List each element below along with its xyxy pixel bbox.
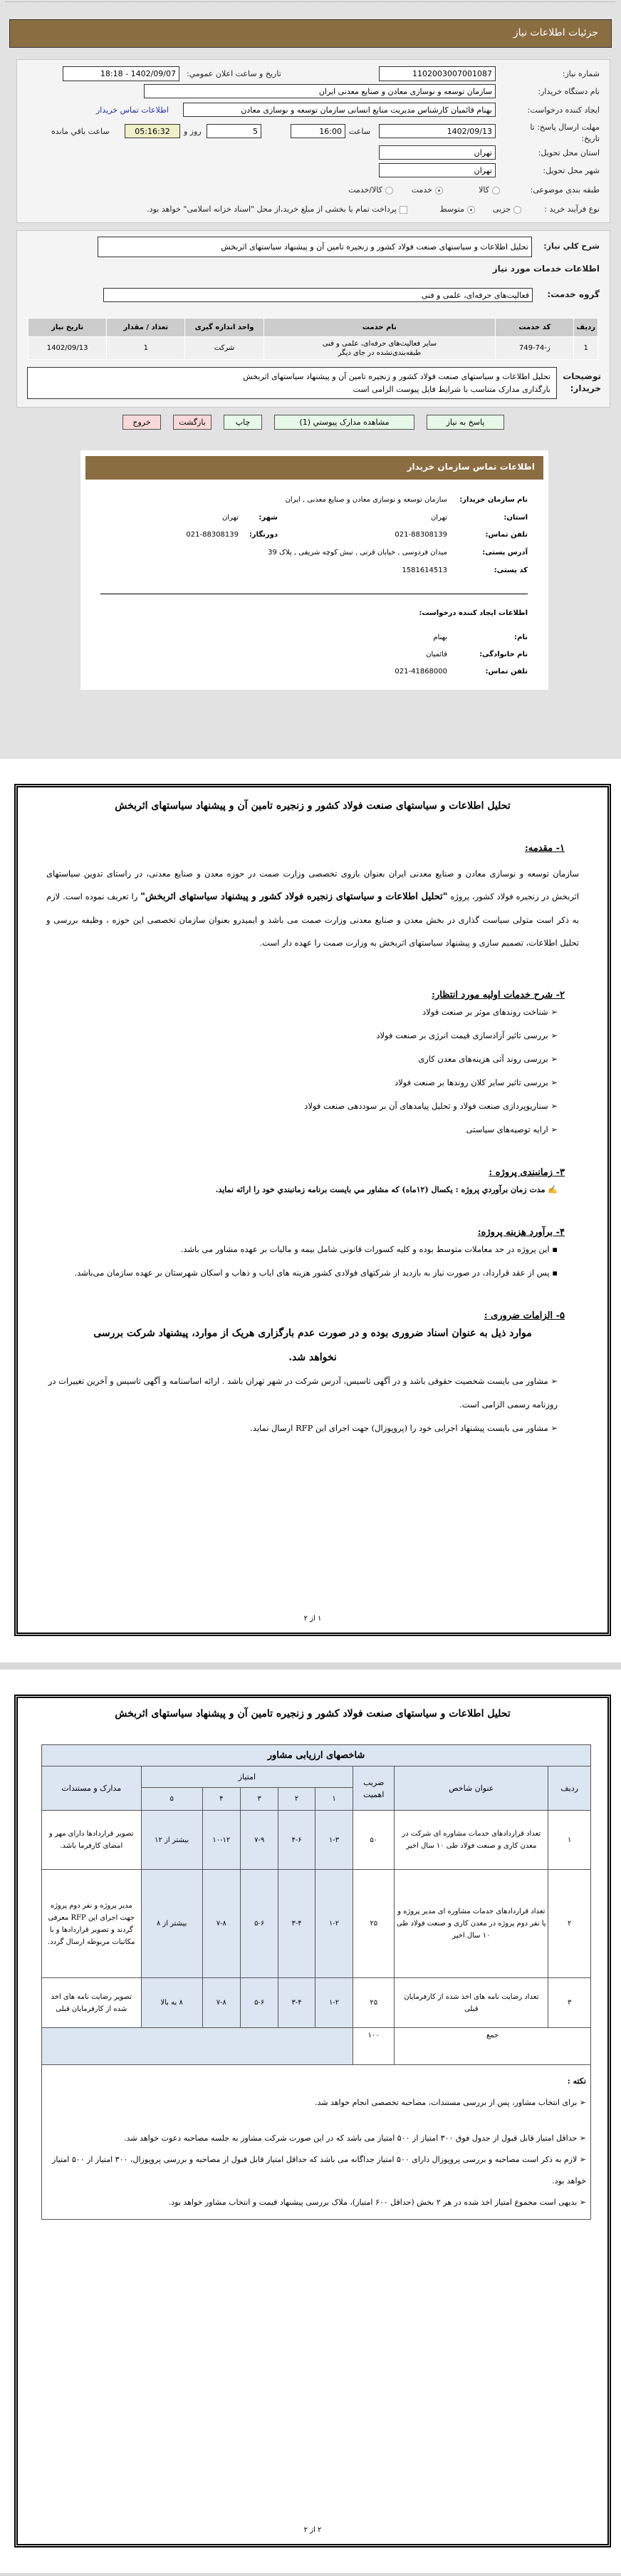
page-number: ۲ از ۲	[303, 2526, 322, 2534]
schedule-item: ✍ مدت زمان برآوردي پروژه : يكسال (۱۲ماه) كه مشاور مي بايست برنامه زمانبندي خود را ارائه نمايد.	[215, 1185, 558, 1194]
doc-title: تحلیل اطلاعات و سیاستهای صنعت فولاد کشور و زنجیره تامین آن و پیشنهاد سیاستهای اثربخش	[115, 1708, 511, 1719]
radio-checked-icon	[467, 206, 475, 214]
creator-heading: اطلاعات ایجاد کننده درخواست:	[419, 609, 528, 617]
text: مشاور می بایست پیشنهاد اجرایی خود را (پروپوزال) جهت اجرای این RFP ارسال نماید.	[250, 1423, 548, 1433]
radio-label: جزیی	[492, 205, 511, 214]
text: این پروژه در حد معاملات متوسط بوده و کلیه کسورات قانونی شامل بیمه و مالیات بر عهده مشاور می باشد.	[180, 1244, 550, 1254]
sum-empty	[42, 2028, 353, 2065]
contact-city-label: شهر:	[259, 514, 278, 522]
notes-line: بارگذاری مدارک متناسب با شرایط فایل پیوست الزامی است	[353, 385, 550, 394]
province-field[interactable]: تهران	[379, 145, 496, 160]
table-header	[28, 319, 598, 337]
view-attachments-button[interactable]: مشاهده مدارک پیوستي (1)	[274, 415, 414, 430]
contact-postal-label: کد پستی:	[494, 567, 528, 574]
list-item: ➢ سناریوپردازی صنعت فولاد و تحلیل پیامدهای آن بر سوددهی صنعت فولاد	[304, 1101, 558, 1111]
sum-value: ۱۰۰	[353, 2028, 395, 2065]
creator-field[interactable]: بهنام قائمیان کارشناس مدیریت منابع انسانی سازمان توسعه و نوسازی معادن	[183, 103, 496, 117]
city-label: شهر محل تحویل:	[543, 166, 600, 175]
note-item: ➢ حداقل امتیاز قابل قبول از جدول فوق ۳۰۰ امتیاز از ۵۰۰ امتیاز می باشد که در این صورت شرکت مشاور به جلسه مصاحبه دعوت خواهد شد.	[124, 2133, 586, 2143]
radio-icon	[385, 187, 393, 195]
process-radio-minor[interactable]	[493, 205, 521, 214]
cell: ۲	[548, 1870, 591, 1978]
text: شناخت روندهای موثر بر صنعت فولاد	[422, 1007, 548, 1017]
exit-button[interactable]: خروج	[122, 415, 161, 430]
cell: ۱	[548, 1811, 591, 1870]
text: بررسی تاثیر آزادسازی قیمت انرژی بر صنعت فولاد	[376, 1030, 548, 1040]
cell: ۵-۶	[241, 1978, 278, 2028]
list-item: ➢ شناخت روندهای موثر بر صنعت فولاد	[422, 1007, 558, 1017]
text: بررسی تاثیر سایر کلان روندها بر صنعت فولاد	[394, 1077, 548, 1087]
note-item: ➢ لازم به ذکر است مصاحبه و بررسی پروپوزال دارای ۵۰۰ امتیاز جداگانه می باشد که حداقل امتیاز قابل قبول از مصاحبه و بررسی پروپوزال، ۳۰۰ امتیاز از ۵۰۰ امتیاز خواهد بود.	[52, 2155, 586, 2186]
back-button[interactable]: بازگشت	[173, 415, 212, 430]
note-label: نکته :	[567, 2076, 586, 2086]
contact-header: اطلاعات تماس سازمان خریدار	[85, 456, 543, 480]
cell: ۴-۶	[278, 1811, 315, 1870]
col-docs: مدارک و مستندات	[42, 1767, 142, 1811]
intro-paragraph	[46, 862, 579, 954]
sum-label: جمع	[395, 2028, 591, 2065]
need-number-label: شماره نیاز:	[562, 69, 600, 78]
bottom-separator	[0, 2573, 621, 2576]
list-item: ▪ پس از عقد قرارداد، در صورت نیاز به بازدید از شرکتهای فولادی کشور هزینه های اياب و ذهاب و اسکان شهرستان بر عهده سازمان می‌باشد.	[74, 1268, 558, 1278]
requirements-intro: موارد ذیل به عنوان اسناد ضروری بوده و در صورت عدم بارگزاری هریک از موارد، پیشنهاد شرکت بررسی نخواهد شد.	[93, 1328, 532, 1363]
contact-province-label: استان:	[503, 514, 528, 522]
process-radio-medium[interactable]	[439, 205, 475, 214]
creator-label: ایجاد کننده درخواست:	[527, 105, 600, 115]
province-label: استان محل تحویل:	[538, 148, 600, 157]
contact-province-value: تهران	[430, 514, 447, 522]
text: بدیهی است مجموع امتیاز اخذ شده در هر ۲ بخش (حداقل ۶۰۰ امتیاز)، ملاک بررسی پیشنهاد قیمت و انتخاب مشاور خواهد بود.	[168, 2198, 578, 2207]
treasury-checkbox[interactable]	[147, 205, 407, 214]
cell: ۳-۴	[278, 1978, 315, 2028]
cell-code: ز-74-749	[496, 337, 574, 360]
cell: تصویر رضایت نامه های اخذ شده از کارفرمایان قبلی	[42, 1978, 142, 2028]
creator-phone-value: 021-41868000	[395, 668, 447, 676]
col-name: نام خدمت	[263, 319, 496, 337]
category-label: طبقه بندی موضوعی:	[530, 185, 600, 195]
notes-field[interactable]	[27, 367, 557, 399]
time-label: ساعت	[349, 127, 370, 136]
cell: ۲۵	[353, 1870, 395, 1978]
notes-label: توضیحات خریدار:	[563, 371, 601, 393]
sum-row	[42, 2028, 591, 2065]
score-level: ۵	[141, 1788, 202, 1811]
cell: ۷-۹	[241, 1811, 278, 1870]
cell: ۱-۲	[315, 1978, 353, 2028]
buyer-label: نام دستگاه خریدار:	[538, 87, 600, 96]
radio-label: کالا	[479, 185, 489, 195]
table-row	[42, 1870, 591, 1978]
cell: بیشتر از ۸	[141, 1870, 202, 1978]
section-heading: ۱- مقدمه:	[524, 843, 565, 854]
evaluation-table	[41, 1744, 591, 2220]
col-score: امتیاز	[141, 1767, 353, 1788]
cell: مدیر پروژه و نفر دوم پروژه جهت اجرای این RFP معرفی گردند و تصویر قراردادها و با مکاتبات مربوطه ارسال گردد.	[42, 1870, 142, 1978]
cell: ۱-۲	[315, 1870, 353, 1978]
project-name: "تحلیل اطلاعات و سیاستهای زنجیره فولاد کشور و پیشنهاد سیاستهای اثربخش"	[140, 891, 448, 902]
radio-label: کالا/خدمت	[348, 185, 382, 195]
text: مشاور می بایست شخصیت حقوقی باشد و در آگهی تاسیس، آدرس شرکت در شهر تهران باشد . ارائه اساسنامه و آگهی تاسیس و آخرین تغییرات در روزنامه رسمی الزامی است.	[48, 1376, 558, 1409]
contact-phone-label: تلفن تماس:	[485, 531, 528, 539]
radio-checked-icon	[435, 187, 443, 195]
contact-postal-value: 1581614513	[402, 567, 447, 574]
checkbox-icon	[400, 206, 407, 214]
cell: تعداد قراردادهای خدمات مشاوره ای مدیر پروژه و یا نفر دوم پروژه در معدن کاری و صنعت فولاد طی ۱۰ سال اخیر	[395, 1870, 548, 1978]
notes-row	[42, 2065, 591, 2220]
page-number: ۱ از ۲	[303, 1615, 322, 1623]
cell: ۱-۳	[315, 1811, 353, 1870]
col-code: کد خدمت	[496, 319, 574, 337]
section-heading: ۲- شرح خدمات اولیه مورد انتظار:	[432, 990, 565, 1000]
document-page-1	[14, 784, 611, 1636]
cell-row: 1	[574, 337, 598, 360]
cell-unit: شرکت	[185, 337, 263, 360]
text: سازمان توسعه و نوسازی معادن و صنایع معدنی ایران بعنوان بازوی تخصصی وزارت صمت در حوزه معدن و صنایع معدنی، در راستای تدوین سیاستهای اثربخش در زنجیره فولاد کشور، پروژه	[46, 869, 580, 901]
service-group-label: گروه خدمت:	[547, 289, 600, 299]
category-radio-goods[interactable]	[479, 185, 500, 195]
col-weight: ضریب اهمیت	[353, 1767, 395, 1811]
list-item: ➢ بررسی روند آتی هزینه‌های معدن کاری	[418, 1054, 558, 1064]
category-radio-both[interactable]	[348, 185, 393, 195]
score-level: ۲	[278, 1788, 315, 1811]
cell-name: سایر فعالیت‌های حرفه‌ای، علمی و فنی طبقه‌بندی‌نشده در جای دیگر	[263, 337, 496, 360]
radio-icon	[492, 187, 500, 195]
radio-label: متوسط	[439, 205, 464, 214]
contact-panel	[80, 450, 548, 690]
cell: ۵۰	[353, 1811, 395, 1870]
text: ارایه توصیه‌های سیاستی	[466, 1124, 548, 1134]
cell: ۵-۶	[241, 1870, 278, 1978]
creator-name-value: بهنام	[433, 633, 447, 641]
remaining-time-field: 05:16:32	[125, 124, 180, 138]
buyer-contact-link[interactable]: اطلاعات تماس خریدار	[96, 105, 169, 115]
radio-icon	[513, 206, 521, 214]
doc-title: تحلیل اطلاعات و سیاستهای صنعت فولاد کشور و زنجیره تامین آن و پیشنهاد سیاستهای اثربخش	[115, 800, 511, 812]
contact-fax-value: 021-88308139	[186, 531, 239, 539]
text: لازم به ذکر است مصاحبه و بررسی پروپوزال دارای ۵۰۰ امتیاز جداگانه می باشد که حداقل امتیاز قابل قبول از مصاحبه و بررسی پروپوزال، ۳۰۰ امتیاز از ۵۰۰ امتیاز خواهد بود.	[52, 2155, 586, 2186]
cell-date: 1402/09/13	[28, 337, 107, 360]
city-field[interactable]: تهران	[379, 163, 496, 177]
page-header	[9, 19, 612, 48]
cell: بیشتر از ۱۲	[141, 1811, 202, 1870]
summary-field[interactable]: تحلیل اطلاعات و سیاستهای صنعت فولاد کشور و زنجیره تامین آن و پیشنهاد سیاستهای اثربخش	[98, 237, 532, 257]
list-item: ➢ بررسی تاثیر آزادسازی قیمت انرژی بر صنعت فولاد	[376, 1030, 558, 1040]
cell: ۳-۴	[278, 1870, 315, 1978]
col-title: عنوان شاخص	[395, 1767, 548, 1811]
col-date: تاریخ نیاز	[28, 319, 107, 337]
contact-fax-label: دورنگار:	[249, 531, 278, 539]
cell: تعداد قراردادهای خدمات مشاوره ای شرکت در معدن کاری و صنعت فولاد طی ۱۰ سال اخیر	[395, 1811, 548, 1870]
contact-phone-value: 021-88308139	[395, 531, 447, 539]
text: پس از عقد قرارداد، در صورت نیاز به بازدید از شرکتهای فولادی کشور هزینه های اياب و ذهاب و اسکان شهرستان بر عهده سازمان می‌باشد.	[74, 1268, 550, 1278]
cell: ۸ به بالا	[141, 1978, 202, 2028]
list-item: ➢ بررسی تاثیر سایر کلان روندها بر صنعت فولاد	[394, 1077, 558, 1087]
text: بررسی روند آتی هزینه‌های معدن کاری	[418, 1054, 548, 1064]
deadline-date-field[interactable]: 1402/09/13	[379, 124, 496, 138]
checkbox-label: پرداخت تمام یا بخشی از مبلغ خرید،از محل "اسناد خزانه اسلامی" خواهد بود.	[147, 205, 397, 214]
remaining-label: ساعت باقي مانده	[51, 127, 110, 136]
announce-date-field[interactable]: 1402/09/07 - 18:18	[63, 66, 179, 81]
table-row	[42, 1978, 591, 2028]
cell: ۱۰-۱۲	[202, 1811, 240, 1870]
section-heading: ۳- زمانبندی پروژه :	[489, 1167, 565, 1178]
creator-family-value: قائمیان	[426, 651, 447, 658]
note-item: ➢ بدیهی است مجموع امتیاز اخذ شده در هر ۲ بخش (حداقل ۶۰۰ امتیاز)، ملاک بررسی پیشنهاد قیمت و انتخاب مشاور خواهد بود.	[168, 2198, 586, 2207]
text: سناریوپردازی صنعت فولاد و تحلیل پیامدهای آن بر سوددهی صنعت فولاد	[304, 1101, 548, 1111]
table-row	[42, 1811, 591, 1870]
table-title: شاخصهای ارزیابی مشاور	[42, 1745, 591, 1767]
contact-org-label: نام سازمان خریدار:	[459, 496, 528, 504]
contact-address-value: میدان فردوسی , خیابان قرنی , نبش کوچه شریفی , پلاک 39	[268, 549, 447, 557]
section-heading: ۴- برآورد هزینه پروژه:	[477, 1227, 565, 1238]
score-level: ۱	[315, 1788, 353, 1811]
list-item: ▪ این پروژه در حد معاملات متوسط بوده و کلیه کسورات قانونی شامل بیمه و مالیات بر عهده مشاور می باشد.	[180, 1244, 558, 1254]
col-row: ردیف	[574, 319, 598, 337]
announce-label: تاريخ و ساعت اعلان عمومي:	[187, 69, 281, 78]
score-level: ۳	[241, 1788, 278, 1811]
cell: ۲۵	[353, 1978, 395, 2028]
creator-family-label: نام خانوادگی:	[479, 651, 528, 658]
cell: ۷-۸	[202, 1870, 240, 1978]
col-unit: واحد اندازه گیری	[185, 319, 263, 337]
cell: تعداد رضایت نامه های اخذ شده از کارفرمایان قبلی	[395, 1978, 548, 2028]
table-row	[28, 337, 598, 360]
text: برای انتخاب مشاور، پس از بررسی مستندات، مصاحبه تخصصی انجام خواهد شد.	[314, 2098, 578, 2107]
page-separator	[0, 1662, 621, 1670]
radio-label: خدمت	[411, 185, 432, 195]
note-item: ➢ برای انتخاب مشاور، پس از بررسی مستندات، مصاحبه تخصصی انجام خواهد شد.	[314, 2098, 586, 2107]
cell: ۷-۸	[202, 1978, 240, 2028]
section-heading: ۵- الزامات ضروری :	[484, 1310, 565, 1321]
services-list	[46, 1000, 558, 1142]
summary-label: شرح کلي نیاز:	[543, 242, 600, 251]
deadline-label: مهلت ارسال پاسخ: تا تاریخ:	[530, 123, 600, 143]
process-label: نوع فرآیند خرید :	[544, 205, 600, 214]
need-number-field[interactable]: 1102003007001087	[379, 66, 496, 81]
page-title: جزئیات اطلاعات نیاز	[513, 27, 598, 38]
service-group-field[interactable]: فعالیت‌های حرفه‌ای، علمی و فنی	[103, 288, 533, 302]
category-radio-service[interactable]	[412, 185, 443, 195]
buyer-field[interactable]: سازمان توسعه و نوسازی معادن و صنایع معدنی ایران	[144, 84, 496, 98]
services-heading: اطلاعات خدمات مورد نیاز	[492, 264, 600, 274]
deadline-time-field[interactable]: 16:00	[291, 124, 345, 138]
reply-button[interactable]: پاسخ به نیاز	[427, 415, 504, 430]
top-divider	[6, 1, 615, 2]
days-label: روز و	[184, 127, 202, 136]
cell: تصویر قراردادها دارای مهر و امضای کارفرما باشد.	[42, 1811, 142, 1870]
text: را تعریف نموده است. لازم به ذکر است متولی سیاست گذاری در بخش معدن و صنایع معدنی وزارت صمت می باشد و ایمیدرو بعنوان سازمان تخصصی این حوزه ، وظیفه بررسی و تحلیل اطلاعات، تصمیم سازی و پیشنهاد سیاستهای اثربخش به وزارت صمت را عهده دار است.	[46, 891, 579, 948]
col-row: ردیف	[548, 1767, 591, 1811]
list-item: ➢ ارایه توصیه‌های سیاستی	[466, 1124, 558, 1134]
contact-address-label: آدرس پستی:	[482, 549, 528, 557]
print-button[interactable]: چاپ	[224, 415, 262, 430]
list-item: ➢ مشاور می بایست شخصیت حقوقی باشد و در آگهی تاسیس، آدرس شرکت در شهر تهران باشد . ارائه اساسنامه و آگهی تاسیس و آخرین تغییرات در روزنامه رسمی الزامی است.	[48, 1376, 558, 1409]
score-level: ۴	[202, 1788, 240, 1811]
creator-name-label: نام:	[514, 633, 528, 641]
text: مدت زمان برآوردي پروژه : يكسال (۱۲ماه) كه مشاور مي بايست برنامه زمانبندي خود را ارائه نمايد.	[215, 1185, 546, 1194]
services-table	[28, 318, 598, 360]
col-qty: تعداد / مقدار	[107, 319, 185, 337]
list-item: ➢ مشاور می بایست پیشنهاد اجرایی خود را (پروپوزال) جهت اجرای این RFP ارسال نماید.	[250, 1423, 558, 1433]
contact-org-value: سازمان توسعه و نوسازی معادن و صنایع معدنی , ایران	[285, 496, 447, 504]
text: حداقل امتیاز قابل قبول از جدول فوق ۳۰۰ امتیاز از ۵۰۰ امتیاز می باشد که در این صورت شرکت مشاور به جلسه مصاحبه دعوت خواهد شد.	[124, 2133, 578, 2143]
cell: ۳	[548, 1978, 591, 2028]
creator-phone-label: تلفن تماس:	[485, 668, 528, 676]
days-field[interactable]: 5	[207, 124, 261, 138]
notes-line: تحلیل اطلاعات و سیاستهای صنعت فولاد کشور و زنجیره تامین آن و پیشنهاد سیاستهای اثربخش	[243, 372, 550, 381]
contact-city-value: تهران	[221, 514, 239, 522]
cell-qty: 1	[107, 337, 185, 360]
